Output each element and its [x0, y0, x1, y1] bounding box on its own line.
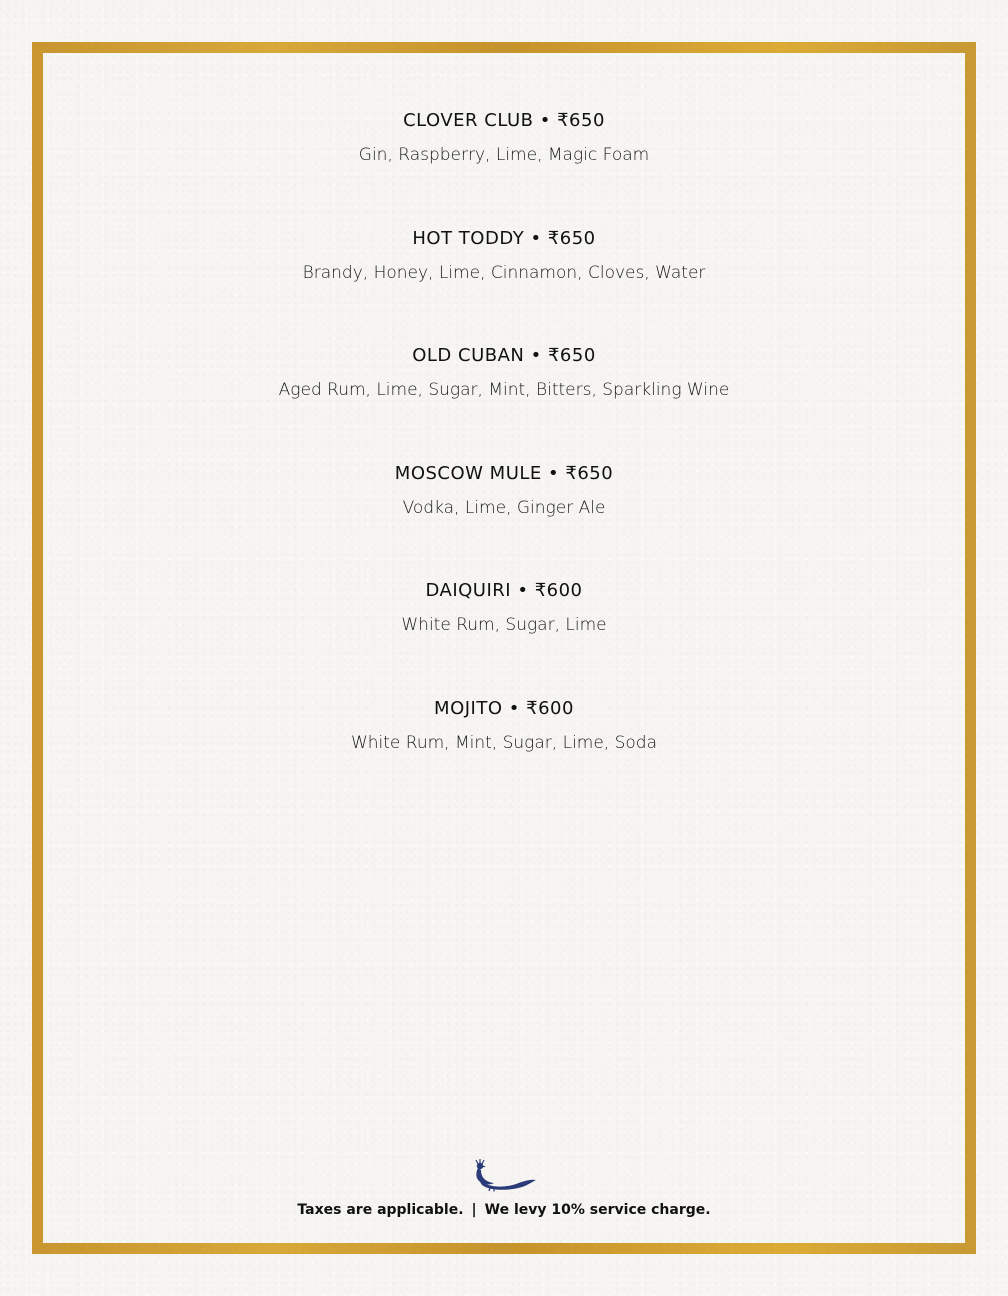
menu-item-title — [0, 343, 1008, 369]
menu-item-ingredients: Aged Rum, Lime, Sugar, Mint, Bitters, Sparkling Wine — [278, 380, 730, 400]
menu-item — [0, 461, 1008, 579]
menu-item-title — [0, 108, 1008, 134]
menu-item-title — [0, 696, 1008, 722]
menu-footer — [0, 1158, 1008, 1220]
menu-item-price: ₹650 — [547, 345, 596, 366]
menu-item-name: DAIQUIRI — [425, 580, 512, 601]
menu-item-name: OLD CUBAN — [412, 345, 525, 366]
menu-item — [0, 578, 1008, 696]
menu-item-separator: • — [517, 580, 529, 601]
menu-item-name: HOT TODDY — [412, 227, 525, 249]
menu-item-name: CLOVER CLUB — [403, 110, 534, 131]
menu-item — [0, 226, 1008, 344]
menu-item — [0, 696, 1008, 814]
menu-item-title — [0, 226, 1008, 252]
menu-item-ingredients: Gin, Raspberry, Lime, Magic Foam — [358, 145, 650, 165]
menu-item-ingredients: Brandy, Honey, Lime, Cinnamon, Cloves, Water — [302, 262, 706, 283]
menu-item-price: ₹600 — [534, 580, 583, 601]
menu-item-price: ₹650 — [557, 110, 605, 131]
menu-item-separator: • — [530, 345, 542, 366]
taxes-note: Taxes are applicable. — [297, 1202, 464, 1218]
menu-item — [0, 343, 1008, 461]
menu-item-separator: • — [548, 462, 560, 484]
menu-item-title — [0, 461, 1008, 487]
menu-item-ingredients: White Rum, Sugar, Lime — [401, 615, 607, 635]
footer-divider: | — [471, 1202, 477, 1218]
menu-item-separator: • — [508, 697, 520, 719]
menu-item-ingredients: Vodka, Lime, Ginger Ale — [402, 497, 606, 518]
cocktail-menu-list — [0, 108, 1008, 813]
menu-item-price: ₹650 — [547, 227, 596, 249]
menu-item-name: MOSCOW MULE — [394, 462, 542, 484]
peacock-icon — [470, 1158, 538, 1192]
menu-item-price: ₹650 — [565, 462, 614, 484]
menu-item-separator: • — [530, 227, 542, 249]
menu-item-title — [0, 578, 1008, 604]
service-charge-note: We levy 10% service charge. — [484, 1202, 711, 1218]
footer-note — [0, 1200, 1008, 1220]
menu-item-ingredients: White Rum, Mint, Sugar, Lime, Soda — [350, 732, 658, 753]
menu-item — [0, 108, 1008, 226]
menu-item-separator: • — [539, 110, 551, 131]
menu-item-price: ₹600 — [526, 697, 574, 719]
menu-item-name: MOJITO — [434, 697, 503, 719]
